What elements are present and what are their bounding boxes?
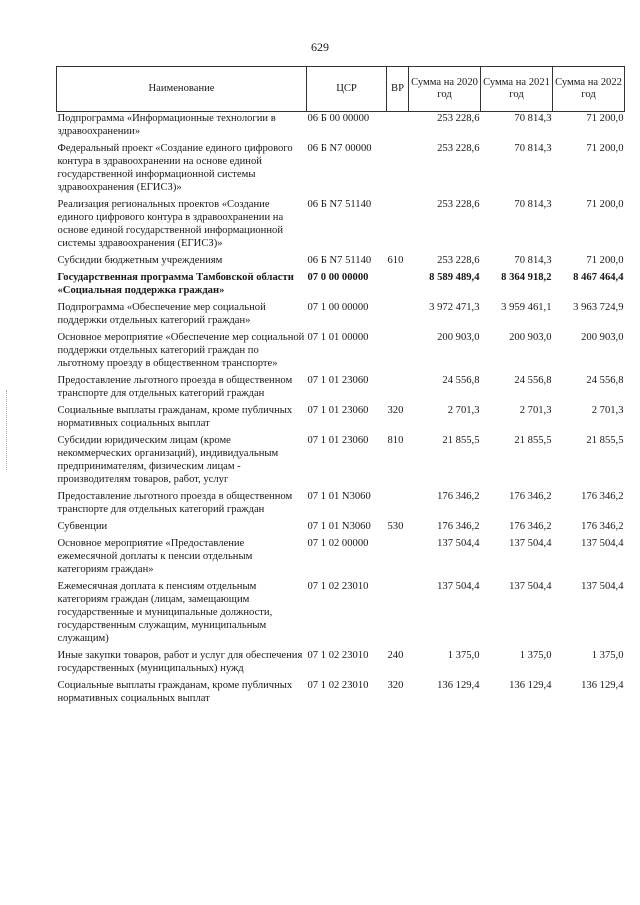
- table-row: [57, 520, 625, 537]
- row-name: Основное мероприятие «Обеспечение мер социальной поддержки отдельных категорий граждан по льготному проезду в общественном транспорте»: [57, 332, 305, 369]
- row-sum-2021: 1 375,0: [519, 650, 552, 661]
- row-sum-2021: 2 701,3: [519, 405, 552, 416]
- row-name: Иные закупки товаров, работ и услуг для обеспечения государственных (муниципальных) нужд: [57, 650, 303, 674]
- row-sum-2020: 176 346,2: [437, 521, 480, 532]
- table-row: [57, 331, 625, 374]
- row-sum-2021: 137 504,4: [509, 581, 552, 592]
- table-row: [57, 112, 625, 143]
- table-row: [57, 580, 625, 649]
- table-row: [57, 254, 625, 271]
- table-header-row: [57, 67, 625, 112]
- row-sum-2021: 70 814,3: [514, 143, 552, 154]
- row-csr: 06 Б N7 51140: [307, 255, 372, 266]
- row-sum-2021: 70 814,3: [514, 255, 552, 266]
- row-sum-2022: 1 375,0: [591, 650, 624, 661]
- row-sum-2020: 2 701,3: [447, 405, 480, 416]
- row-sum-2022: 21 855,5: [586, 435, 624, 446]
- table-row: [57, 434, 625, 490]
- row-name: Субсидии юридическим лицам (кроме некоммерческих организаций), индивидуальным предпринимателям, физическим лицам - производителям товаров, работ, услуг: [57, 435, 279, 485]
- row-sum-2022: 24 556,8: [586, 375, 624, 386]
- row-sum-2022: 71 200,0: [586, 255, 624, 266]
- table-row: [57, 271, 625, 301]
- row-name: Подпрограмма «Информационные технологии в здравоохранении»: [57, 113, 276, 137]
- row-name: Государственная программа Тамбовской области «Социальная поддержка граждан»: [57, 272, 294, 296]
- row-sum-2020: 253 228,6: [437, 113, 480, 124]
- row-sum-2020: 200 903,0: [437, 332, 480, 343]
- row-name: Основное мероприятие «Предоставление ежемесячной доплаты к пенсии отдельным категориям граждан»: [57, 538, 253, 575]
- row-sum-2020: 137 504,4: [437, 581, 480, 592]
- row-csr: 06 Б N7 00000: [307, 143, 372, 154]
- header-csr: ЦСР: [307, 67, 387, 112]
- table-row: [57, 537, 625, 580]
- row-sum-2021: 136 129,4: [509, 680, 552, 691]
- table-row: [57, 301, 625, 331]
- table-row: [57, 490, 625, 520]
- row-vr: [387, 142, 409, 198]
- row-name: Социальные выплаты гражданам, кроме публичных нормативных социальных выплат: [57, 405, 293, 429]
- row-csr: 07 1 00 00000: [307, 302, 369, 313]
- row-sum-2021: 200 903,0: [509, 332, 552, 343]
- row-vr: 610: [387, 255, 404, 266]
- row-vr: 320: [387, 405, 404, 416]
- row-csr: 07 0 00 00000: [307, 272, 369, 283]
- row-vr: [387, 112, 409, 143]
- row-name: Подпрограмма «Обеспечение мер социальной поддержки отдельных категорий граждан»: [57, 302, 266, 326]
- row-sum-2022: 137 504,4: [581, 581, 624, 592]
- row-sum-2022: 71 200,0: [586, 143, 624, 154]
- row-sum-2022: 176 346,2: [581, 491, 624, 502]
- row-sum-2020: 253 228,6: [437, 255, 480, 266]
- header-name: Наименование: [57, 67, 307, 112]
- row-vr: [387, 374, 409, 404]
- row-sum-2020: 24 556,8: [442, 375, 480, 386]
- row-sum-2022: 136 129,4: [581, 680, 624, 691]
- row-csr: 07 1 01 23060: [307, 375, 369, 386]
- row-sum-2022: 137 504,4: [581, 538, 624, 549]
- header-vr: ВР: [387, 67, 409, 112]
- row-vr: [387, 198, 409, 254]
- row-sum-2020: 3 972 471,3: [429, 302, 480, 313]
- row-name: Субсидии бюджетным учреждениям: [57, 255, 223, 266]
- row-sum-2020: 253 228,6: [437, 199, 480, 210]
- row-csr: 07 1 02 23010: [307, 680, 369, 691]
- row-sum-2021: 8 364 918,2: [501, 272, 552, 283]
- row-sum-2022: 71 200,0: [586, 113, 624, 124]
- row-sum-2021: 21 855,5: [514, 435, 552, 446]
- header-sum-2021: Сумма на 2021 год: [481, 67, 553, 112]
- row-csr: 07 1 01 N3060: [307, 521, 371, 532]
- margin-mark: [6, 390, 9, 470]
- row-sum-2022: 2 701,3: [591, 405, 624, 416]
- table-row: [57, 404, 625, 434]
- row-vr: [387, 331, 409, 374]
- row-name: Предоставление льготного проезда в общественном транспорте для отдельных категорий граждан: [57, 491, 293, 515]
- row-sum-2020: 21 855,5: [442, 435, 480, 446]
- row-sum-2021: 137 504,4: [509, 538, 552, 549]
- row-name: Социальные выплаты гражданам, кроме публичных нормативных социальных выплат: [57, 680, 293, 704]
- row-sum-2020: 176 346,2: [437, 491, 480, 502]
- row-csr: 07 1 02 23010: [307, 581, 369, 592]
- row-sum-2021: 24 556,8: [514, 375, 552, 386]
- row-sum-2020: 253 228,6: [437, 143, 480, 154]
- row-vr: [387, 537, 409, 580]
- row-sum-2022: 8 467 464,4: [573, 272, 624, 283]
- row-vr: 810: [387, 435, 404, 446]
- row-vr: 240: [387, 650, 404, 661]
- row-csr: 07 1 01 N3060: [307, 491, 371, 502]
- row-csr: 06 Б N7 51140: [307, 199, 372, 210]
- row-sum-2020: 136 129,4: [437, 680, 480, 691]
- row-vr: [387, 271, 409, 301]
- row-sum-2022: 71 200,0: [586, 199, 624, 210]
- row-sum-2021: 3 959 461,1: [501, 302, 552, 313]
- table-row: [57, 198, 625, 254]
- row-sum-2020: 1 375,0: [447, 650, 480, 661]
- row-csr: 07 1 01 00000: [307, 332, 369, 343]
- page-number: 629: [311, 40, 329, 54]
- row-csr: 07 1 01 23060: [307, 435, 369, 446]
- row-sum-2021: 176 346,2: [509, 521, 552, 532]
- row-name: Ежемесячная доплата к пенсиям отдельным категориям граждан (лицам, замещающим государственные и муниципальные должности, государственным служащим, муниципальным служащим): [57, 581, 273, 644]
- row-sum-2020: 8 589 489,4: [429, 272, 480, 283]
- budget-table: [56, 66, 625, 709]
- row-name: Предоставление льготного проезда в общественном транспорте для отдельных категорий граждан: [57, 375, 293, 399]
- row-vr: [387, 301, 409, 331]
- row-csr: 07 1 02 00000: [307, 538, 369, 549]
- row-vr: [387, 490, 409, 520]
- row-name: Реализация региональных проектов «Создание единого цифрового контура в здравоохранении на основе единой государственной информационной системы здравоохранения (ЕГИСЗ)»: [57, 199, 284, 249]
- row-csr: 06 Б 00 00000: [307, 113, 370, 124]
- header-sum-2022: Сумма на 2022 год: [553, 67, 625, 112]
- row-name: Субвенции: [57, 521, 108, 532]
- row-vr: [387, 580, 409, 649]
- row-name: Федеральный проект «Создание единого цифрового контура в здравоохранении на основе единой государственной информационной системы здравоохранения (ЕГИСЗ)»: [57, 143, 293, 193]
- table-row: [57, 142, 625, 198]
- row-sum-2021: 176 346,2: [509, 491, 552, 502]
- row-csr: 07 1 02 23010: [307, 650, 369, 661]
- table-body: [57, 112, 625, 710]
- row-vr: 530: [387, 521, 404, 532]
- row-csr: 07 1 01 23060: [307, 405, 369, 416]
- row-sum-2021: 70 814,3: [514, 113, 552, 124]
- table-row: [57, 679, 625, 709]
- row-sum-2020: 137 504,4: [437, 538, 480, 549]
- header-sum-2020: Сумма на 2020 год: [409, 67, 481, 112]
- row-sum-2022: 3 963 724,9: [573, 302, 624, 313]
- row-vr: 320: [387, 680, 404, 691]
- table-row: [57, 374, 625, 404]
- row-sum-2022: 176 346,2: [581, 521, 624, 532]
- row-sum-2021: 70 814,3: [514, 199, 552, 210]
- table-row: [57, 649, 625, 679]
- row-sum-2022: 200 903,0: [581, 332, 624, 343]
